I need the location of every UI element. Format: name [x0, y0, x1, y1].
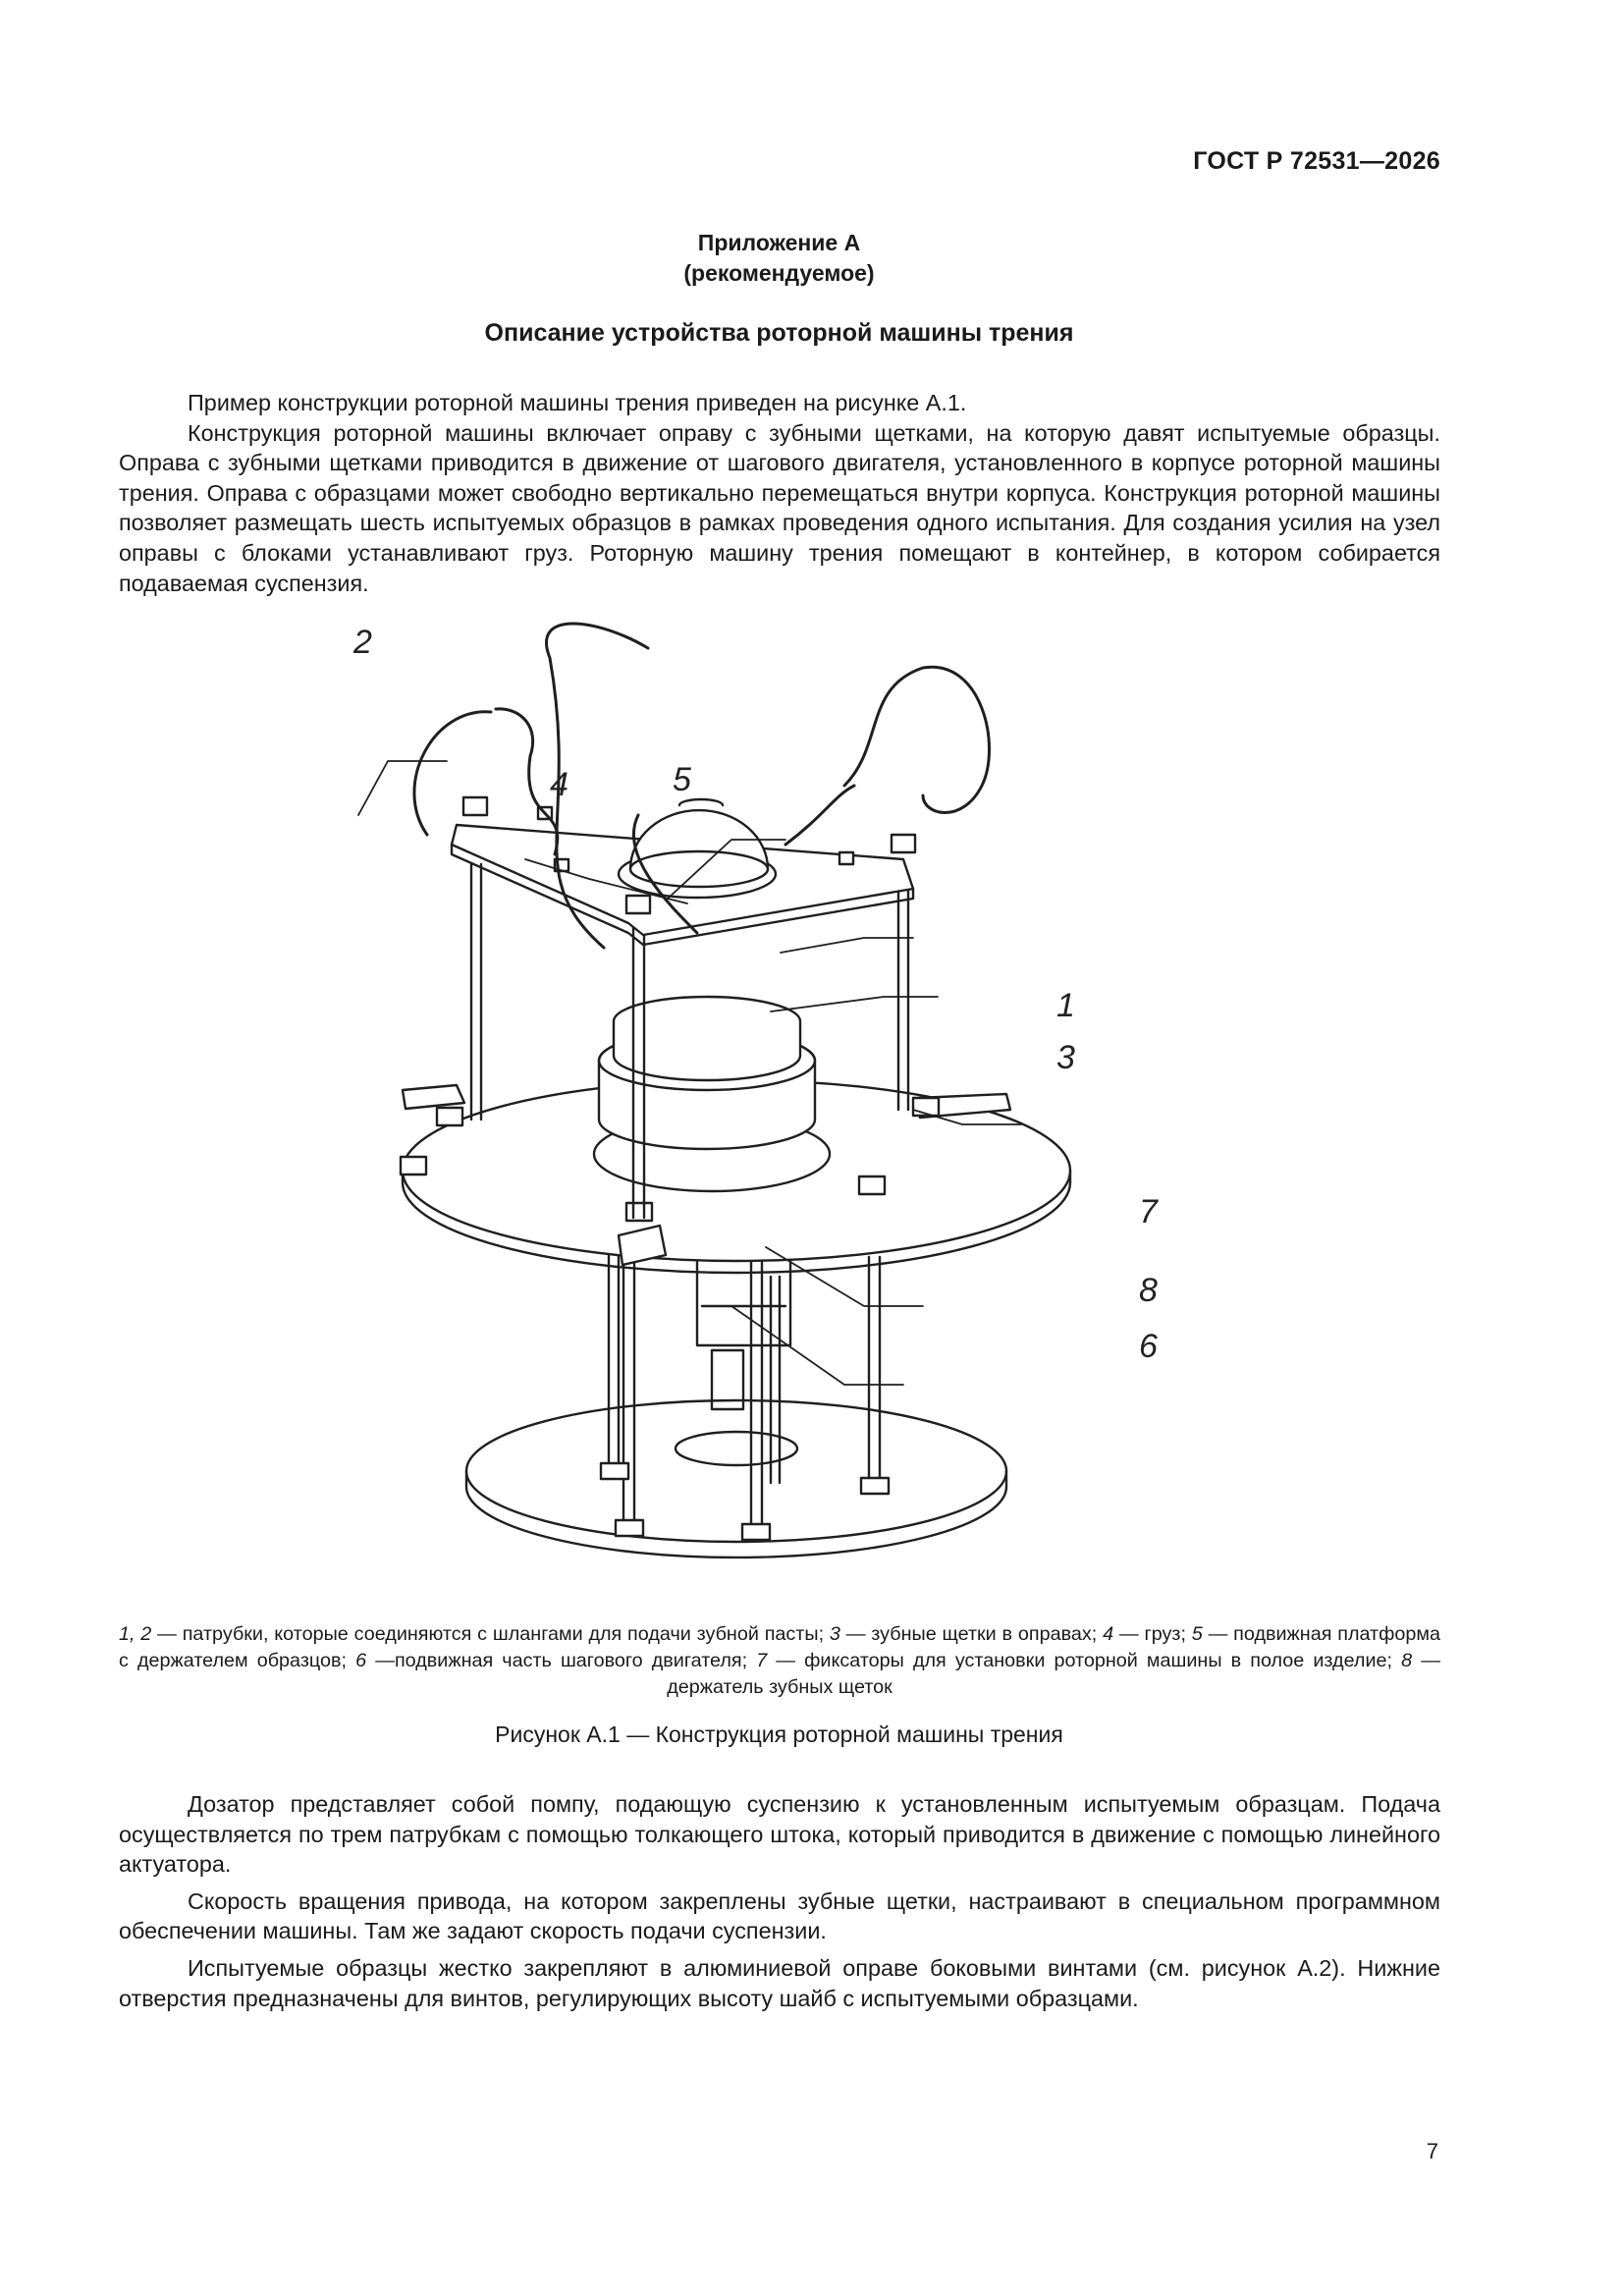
- legend-num: 5: [1191, 1623, 1203, 1645]
- callout-8: 8: [1139, 1272, 1158, 1309]
- legend-num: 4: [1103, 1623, 1114, 1645]
- paragraph: Конструкция роторной машины включает оправу с зубными щетками, на которую давят испытуемые образцы. Оправа с зубными щетками приводится в движение от шагового двигателя, установленного в корпусе роторной машины трения. Оправа с образцами может свободно вертикально перемещаться внутри корпуса. Конструкция роторной машины позволяет размещать шесть испытуемых образцов в рамках проведения одного испытания. Для создания усилия на узел оправы с блоками устанавливают груз. Роторную машину трения помещают в контейнер, в котором собирается подаваемая суспензия.: [119, 419, 1440, 596]
- paragraph: Испытуемые образцы жестко закрепляют в алюминиевой оправе боковыми винтами (см. рисунок А.2). Нижние отверстия предназначены для винтов, регулирующих высоту шайб с испытуемыми образцами.: [119, 1954, 1440, 2011]
- legend-text: —подвижная часть шагового двигателя;: [366, 1650, 757, 1671]
- legend-num: 1, 2: [119, 1623, 152, 1645]
- appendix-heading: [118, 228, 1440, 289]
- figure-caption: Рисунок А.1 — Конструкция роторной машины трения: [495, 1722, 1063, 1747]
- paragraph: Скорость вращения привода, на котором закреплены зубные щетки, настраивают в специальном программном обеспечении машины. Там же задают скорость подачи суспензии.: [119, 1887, 1440, 1944]
- intro-text: [119, 388, 1440, 598]
- appendix-title: Приложение А: [697, 230, 861, 255]
- callout-7: 7: [1139, 1193, 1158, 1230]
- callout-5: 5: [673, 761, 691, 798]
- legend-num: 6: [355, 1650, 367, 1671]
- page-number: 7: [1426, 2139, 1438, 2163]
- figure-legend: [119, 1621, 1440, 1701]
- rotary-machine-drawing: [353, 624, 1237, 1611]
- callout-3: 3: [1056, 1039, 1075, 1076]
- paragraph: Дозатор представляет собой помпу, подающую суспензию к установленным испытуемым образцам. Подача осуществляется по трем патрубкам с помощью толкающего штока, который приводится в движение с помощью линейного актуатора.: [119, 1791, 1440, 1878]
- paragraph: Пример конструкции роторной машины трения приведен на рисунке А.1.: [188, 390, 967, 415]
- callout-6: 6: [1139, 1328, 1158, 1365]
- callout-1: 1: [1056, 987, 1075, 1024]
- callout-2: 2: [353, 624, 372, 661]
- legend-text: — груз;: [1113, 1623, 1192, 1645]
- legend-text: — держатель зубных щеток: [667, 1650, 1440, 1698]
- appendix-subtitle: (рекомендуемое): [683, 260, 875, 286]
- legend-text: — патрубки, которые соединяются с шлангами для подачи зубной пасты;: [151, 1623, 830, 1645]
- legend-text: — зубные щетки в оправах;: [839, 1623, 1104, 1645]
- legend-text: — подвижная платформа с держателем образцов;: [119, 1623, 1440, 1671]
- document-number: ГОСТ Р 72531—2026: [1193, 147, 1440, 175]
- legend-num: 7: [756, 1650, 768, 1671]
- legend-num: 8: [1401, 1650, 1413, 1671]
- legend-text: — фиксаторы для установки роторной машины в полое изделие;: [767, 1650, 1402, 1671]
- legend-num: 3: [829, 1623, 840, 1645]
- outro-text: [119, 1789, 1440, 2020]
- callout-4: 4: [550, 766, 568, 803]
- section-title: Описание устройства роторной машины трения: [484, 319, 1074, 347]
